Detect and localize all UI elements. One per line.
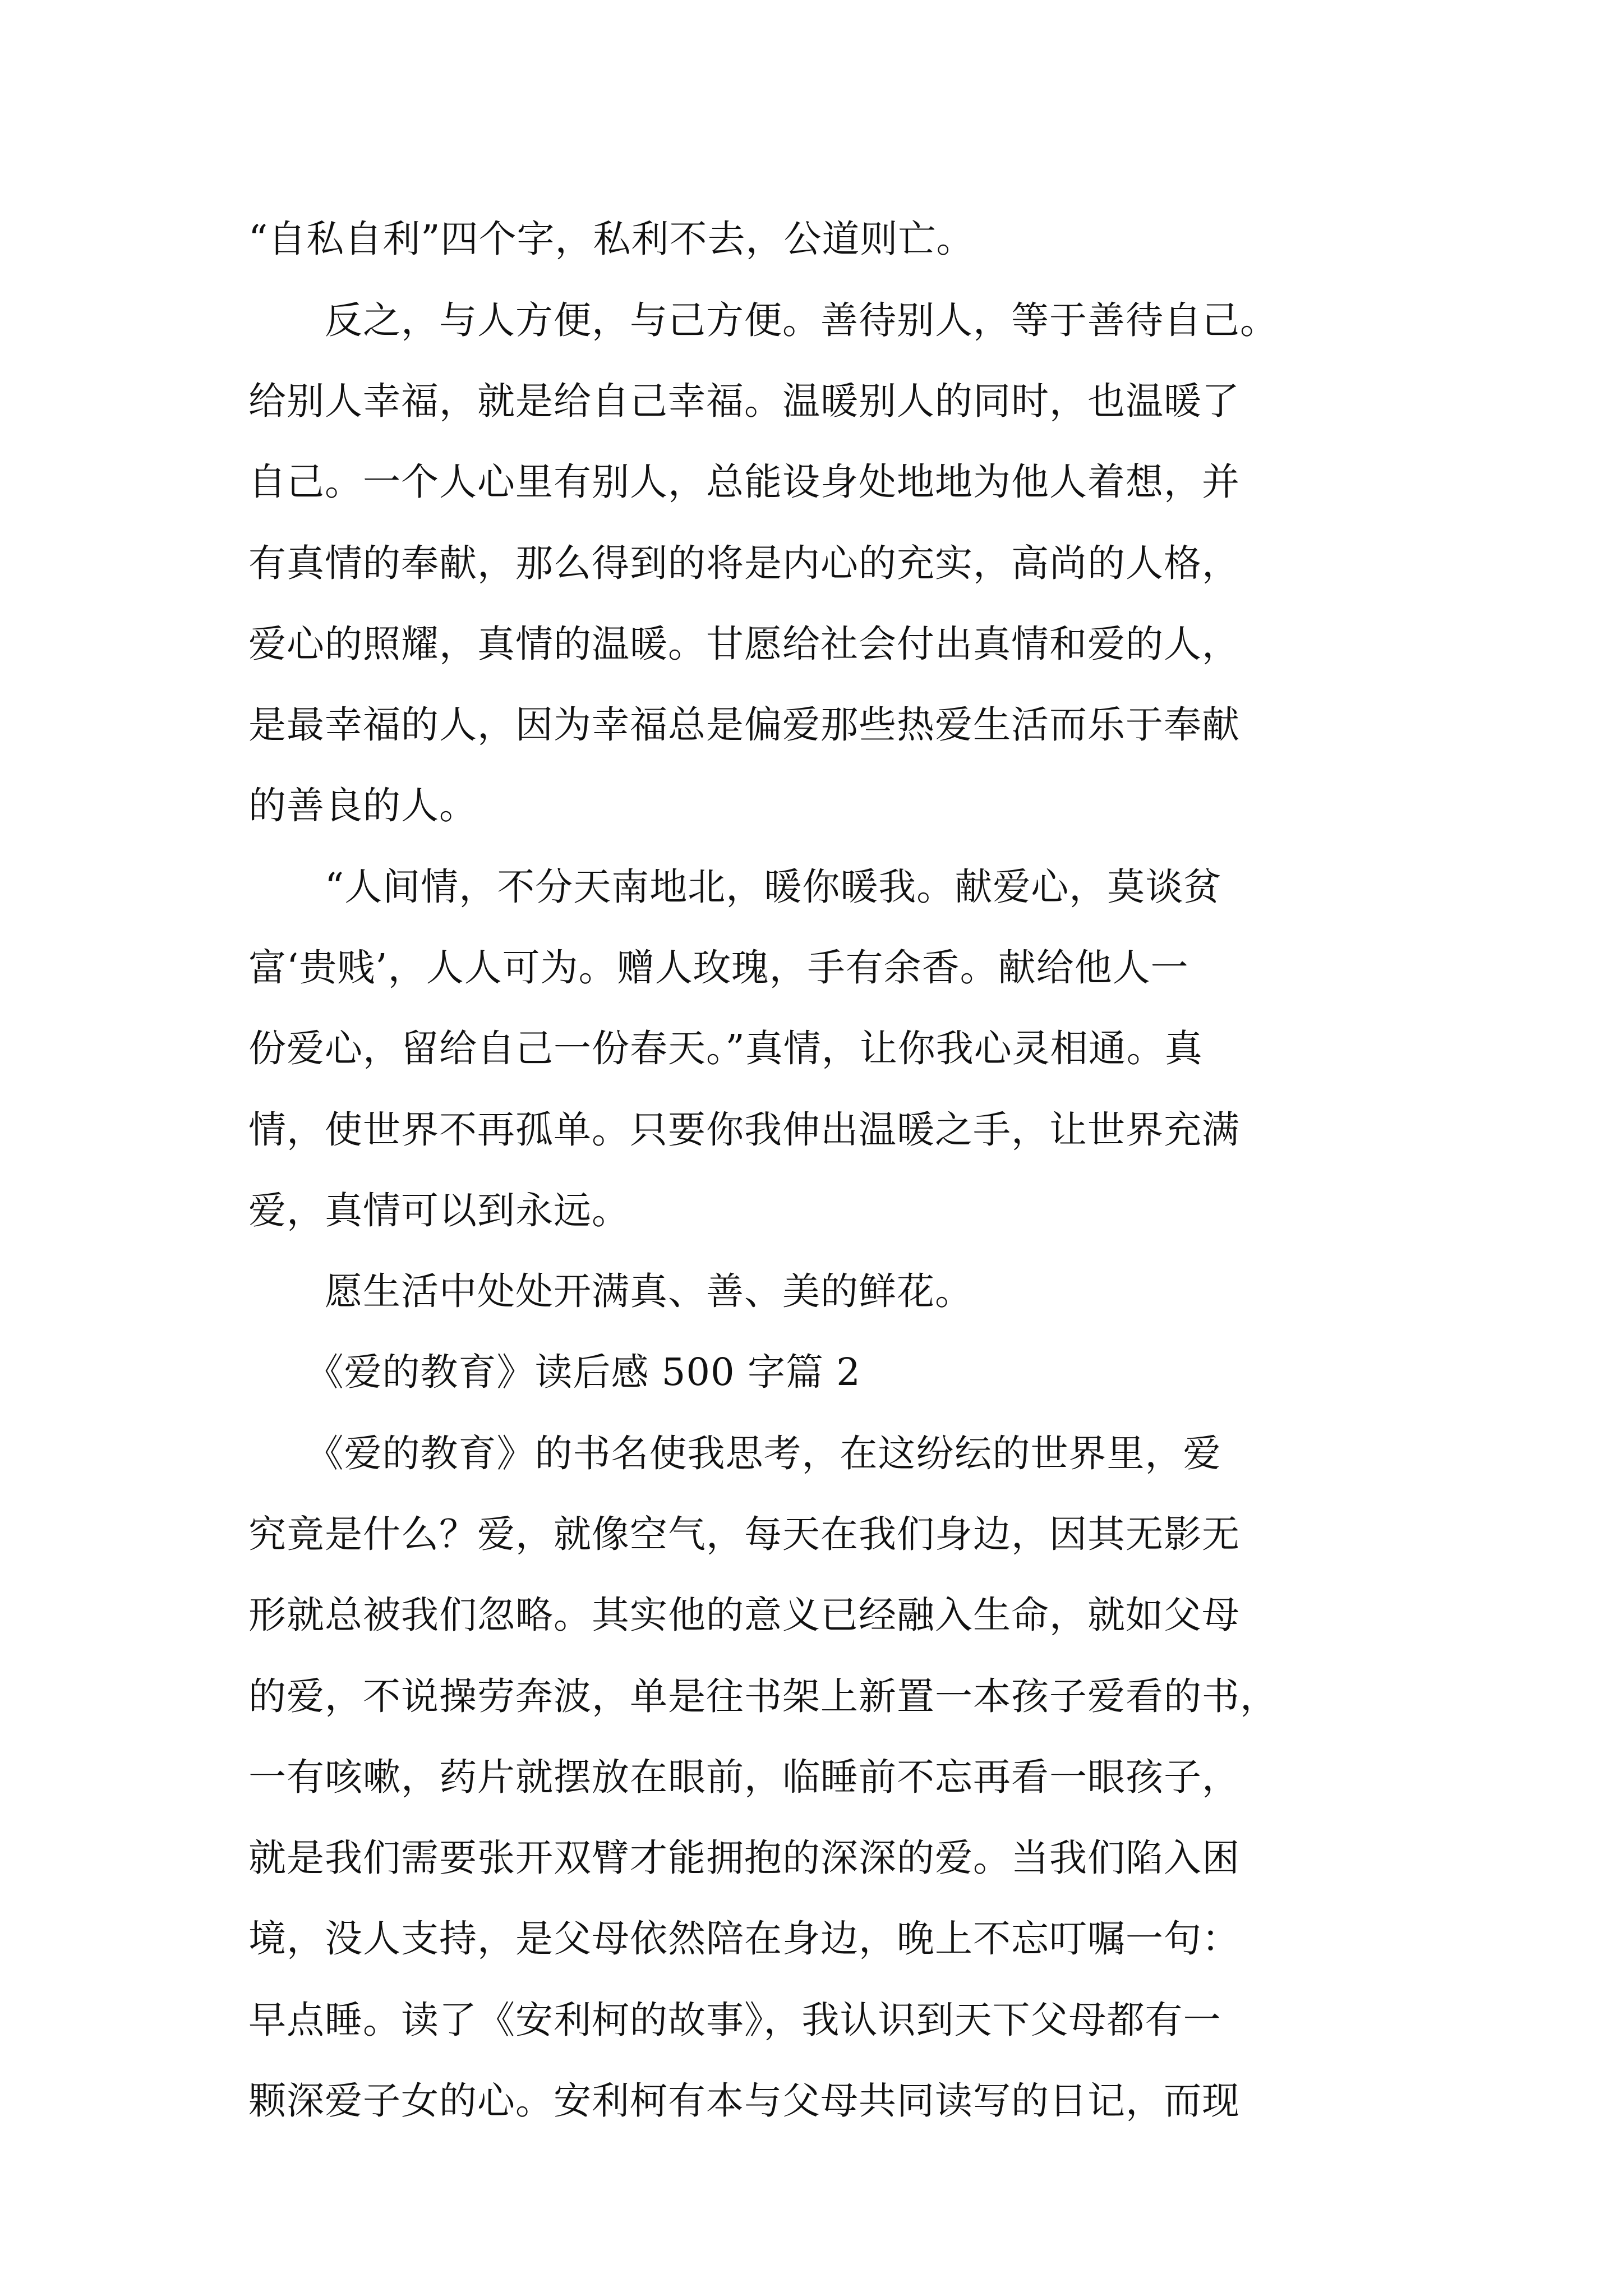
- text-line: 爱心的照耀，真情的温暖。甘愿给社会付出真情和爱的人，: [248, 622, 1240, 666]
- text-line: 颗深爱子女的心。安利柯有本与父母共同读写的日记，而现: [248, 2079, 1240, 2123]
- section-heading: 《爱的教育》读后感 500 字篇 2: [248, 1350, 861, 1394]
- text-line: 的爱，不说操劳奔波，单是往书架上新置一本孩子爱看的书，: [248, 1674, 1278, 1718]
- text-line: “人间情，不分天南地北，暖你暖我。献爱心，莫谈贫: [248, 865, 1222, 909]
- text-line: “自私自利”四个字，私利不去，公道则亡。: [248, 217, 975, 261]
- text-line: 反之，与人方便，与己方便。善待别人，等于善待自己。: [248, 298, 1278, 342]
- text-line: 一有咳嗽，药片就摆放在眼前，临睡前不忘再看一眼孩子，: [248, 1755, 1240, 1799]
- text-line: 《爱的教育》的书名使我思考，在这纷纭的世界里，爱: [248, 1432, 1221, 1475]
- text-line: 自己。一个人心里有别人，总能设身处地地为他人着想，并: [248, 460, 1240, 504]
- text-line: 爱，真情可以到永远。: [248, 1189, 630, 1232]
- text-line: 是最幸福的人，因为幸福总是偏爱那些热爱生活而乐于奉献: [248, 703, 1240, 747]
- text-line: 份爱心，留给自己一份春天。”真情，让你我心灵相通。真: [248, 1027, 1203, 1070]
- text-line: 究竟是什么？爱，就像空气，每天在我们身边，因其无影无: [248, 1512, 1240, 1556]
- text-line: 早点睡。读了《安利柯的故事》，我认识到天下父母都有一: [248, 1998, 1221, 2042]
- text-line: 形就总被我们忽略。其实他的意义已经融入生命，就如父母: [248, 1593, 1240, 1637]
- text-line: 情，使世界不再孤单。只要你我伸出温暖之手，让世界充满: [248, 1108, 1240, 1152]
- text-line: 境，没人支持，是父母依然陪在身边，晚上不忘叮嘱一句：: [248, 1917, 1240, 1961]
- text-line: 愿生活中处处开满真、善、美的鲜花。: [248, 1269, 973, 1313]
- text-line: 给别人幸福，就是给自己幸福。温暖别人的同时，也温暖了: [248, 379, 1240, 423]
- text-line: 有真情的奉献，那么得到的将是内心的充实，高尚的人格，: [248, 541, 1240, 585]
- text-line: 就是我们需要张开双臂才能拥抱的深深的爱。当我们陷入困: [248, 1836, 1240, 1880]
- text-line: 富‘贵贱’，人人可为。赠人玫瑰，手有余香。献给他人一: [248, 946, 1189, 990]
- text-line: 的善良的人。: [248, 784, 477, 827]
